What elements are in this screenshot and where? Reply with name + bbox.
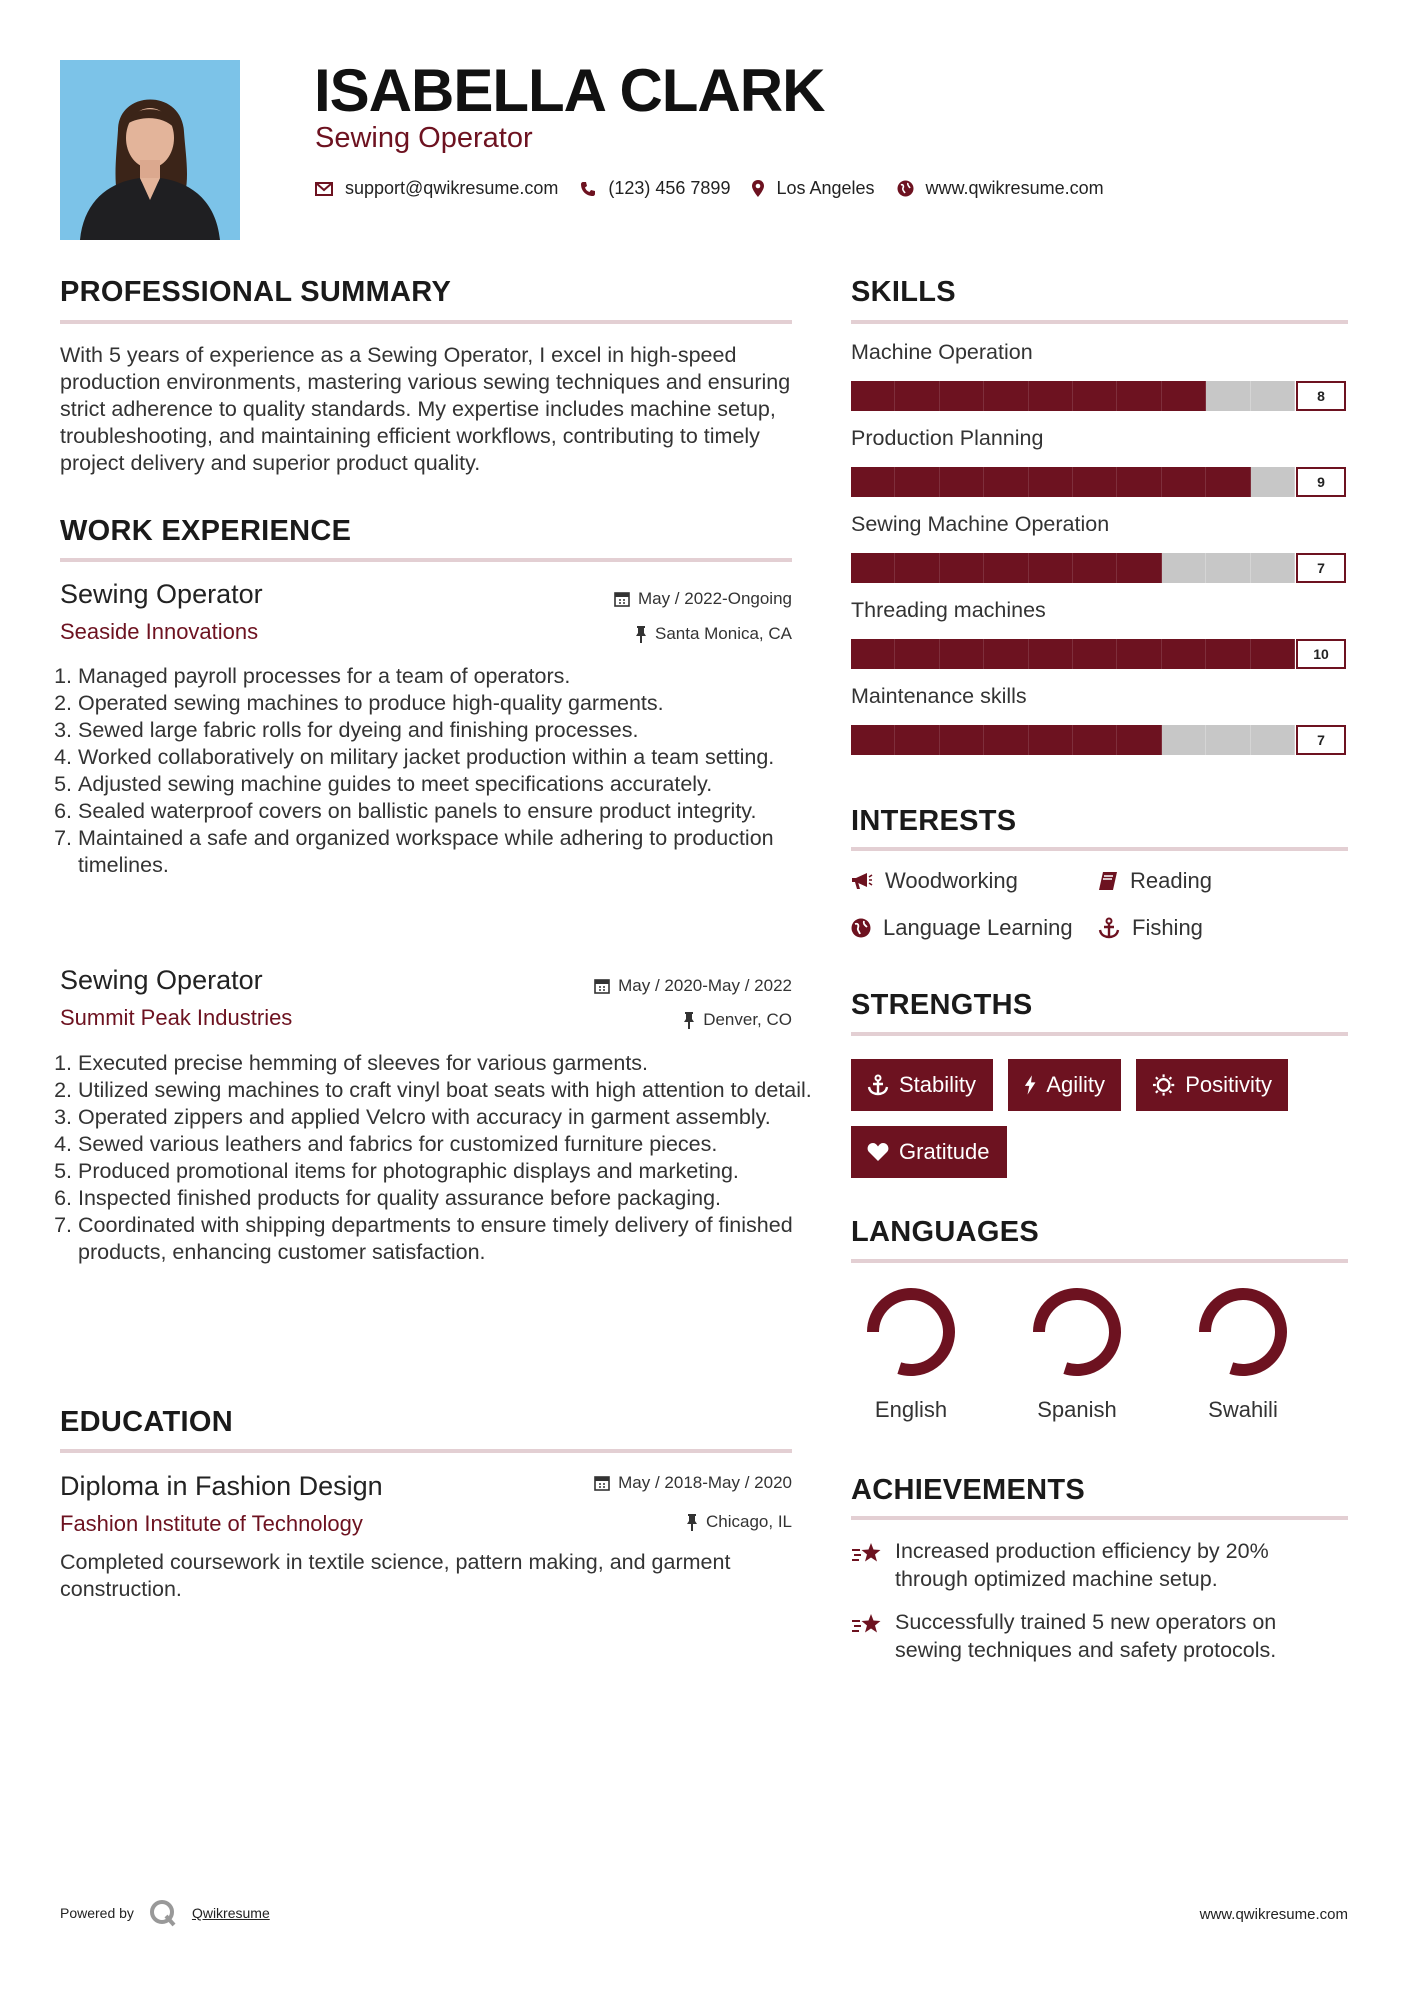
skill-bar-filled-segment <box>984 553 1028 583</box>
education-date-text: May / 2018-May / 2020 <box>618 1473 792 1492</box>
interest-label: Woodworking <box>885 868 1018 893</box>
achievement-item <box>851 1608 1341 1664</box>
skill-bar-filled-segment <box>1117 725 1161 755</box>
skill-bar <box>851 467 1295 497</box>
job-2-bullet: 5. Produced promotional items for photographic displays and marketing. <box>78 1158 813 1185</box>
language-ring-arc <box>873 1294 949 1370</box>
skill-bar-filled-segment <box>984 381 1028 411</box>
skill-bar-empty-segment <box>1162 553 1206 583</box>
job-1-bullet: 5. Adjusted sewing machine guides to meet specifications accurately. <box>78 771 813 798</box>
heart-icon <box>867 1142 889 1162</box>
calendar-icon <box>594 1475 610 1491</box>
education-divider <box>60 1449 792 1453</box>
strengths-divider <box>851 1032 1348 1036</box>
job-2-date <box>500 976 792 996</box>
education-degree: Diploma in Fashion Design <box>60 1471 383 1501</box>
achievements-divider <box>851 1516 1348 1520</box>
languages-divider <box>851 1259 1348 1263</box>
skill-bar-filled-segment <box>1206 467 1250 497</box>
language-ring-arc <box>1205 1294 1281 1370</box>
interest-language-learning <box>851 915 1073 941</box>
skill-bar <box>851 725 1295 755</box>
website-text: www.qwikresume.com <box>925 178 1104 198</box>
education-location <box>500 1512 792 1532</box>
job-2-bullet: 3. Operated zippers and applied Velcro with accuracy in garment assembly. <box>78 1104 813 1131</box>
skill-bar-filled-segment <box>984 639 1028 669</box>
job-1-bullet: 4. Worked collaboratively on military jacket production within a team setting. <box>78 744 813 771</box>
skill-bar-filled-segment <box>984 467 1028 497</box>
strengths-heading: STRENGTHS <box>851 989 1033 1021</box>
skills-divider <box>851 320 1348 324</box>
job-1-bullet: 1. Managed payroll processes for a team of operators. <box>78 663 813 690</box>
skill-bar-filled-segment <box>1251 639 1295 669</box>
contact-email[interactable] <box>315 178 558 199</box>
job-2-bullet: 6. Inspected finished products for quality assurance before packaging. <box>78 1185 813 1212</box>
qwikresume-link[interactable]: Qwikresume <box>191 1905 270 1921</box>
footer-website[interactable]: www.qwikresume.com <box>1199 1906 1348 1923</box>
job-1-title: Sewing Operator <box>60 579 263 609</box>
candidate-title: Sewing Operator <box>315 122 533 154</box>
job-1-date <box>500 589 792 609</box>
skill-bar-filled-segment <box>940 381 984 411</box>
skill-name: Maintenance skills <box>851 684 1027 708</box>
skill-level-badge: 10 <box>1296 639 1346 669</box>
interest-reading <box>1098 868 1212 894</box>
skill-bar-filled-segment <box>1117 381 1161 411</box>
skill-bar-empty-segment <box>1206 725 1250 755</box>
skill-bar-filled-segment <box>984 725 1028 755</box>
skill-bar-filled-segment <box>1073 553 1117 583</box>
map-marker-icon <box>752 180 764 197</box>
interest-woodworking <box>851 868 1018 894</box>
skill-bar-filled-segment <box>1029 639 1073 669</box>
strength-label: Positivity <box>1185 1072 1272 1097</box>
skill-bar-filled-segment <box>851 467 895 497</box>
skill-bar-empty-segment <box>1162 725 1206 755</box>
interest-label: Reading <box>1130 868 1212 893</box>
pushpin-icon <box>635 626 647 643</box>
skill-bar-filled-segment <box>1029 725 1073 755</box>
interests-divider <box>851 847 1348 851</box>
achievement-text: Increased production efficiency by 20% through optimized machine setup. <box>895 1539 1269 1591</box>
job-2-bullet: 4. Sewed various leathers and fabrics for customized furniture pieces. <box>78 1131 813 1158</box>
strength-label: Agility <box>1046 1072 1105 1097</box>
interests-heading: INTERESTS <box>851 805 1017 837</box>
job-2-bullet: 1. Executed precise hemming of sleeves for various garments. <box>78 1050 813 1077</box>
skill-name: Threading machines <box>851 598 1046 622</box>
languages-list <box>851 1280 1351 1440</box>
contact-website[interactable] <box>897 178 1104 199</box>
skill-bar-filled-segment <box>940 467 984 497</box>
shooting-star-icon <box>851 1612 883 1638</box>
language-ring <box>1017 1280 1137 1390</box>
skill-level-badge: 7 <box>1296 725 1346 755</box>
achievement-text: Successfully trained 5 new operators on sewing techniques and safety protocols. <box>895 1610 1277 1662</box>
language-label: English <box>874 1397 948 1422</box>
education-description: Completed coursework in textile science, pattern making, and garment construction. <box>60 1550 731 1601</box>
language-ring-arc <box>1039 1294 1115 1370</box>
skill-bar-filled-segment <box>895 639 939 669</box>
phone-icon <box>580 181 596 197</box>
strength-chip-positivity <box>1136 1059 1288 1111</box>
interest-label: Fishing <box>1132 915 1203 940</box>
phone-text: (123) 456 7899 <box>608 178 731 198</box>
skill-item <box>851 598 1351 662</box>
summary-text: With 5 years of experience as a Sewing Operator, I excel in high-speed production environments, mastering various sewing techniques and ensuring strict adherence to quality standards. My expertise includes machine setup, troubleshooting, and maintaining efficient workflows, contributing to timely project delivery and superior product quality. <box>60 343 791 475</box>
calendar-icon <box>594 978 610 994</box>
summary-divider <box>60 320 792 324</box>
skill-bar-filled-segment <box>895 381 939 411</box>
skill-bar-empty-segment <box>1206 381 1250 411</box>
bullhorn-icon <box>851 872 873 890</box>
job-1-date-text: May / 2022-Ongoing <box>637 589 792 608</box>
job-1-company: Seaside Innovations <box>60 619 259 644</box>
skill-bar-filled-segment <box>895 725 939 755</box>
skill-bar <box>851 381 1295 411</box>
job-2-company: Summit Peak Industries <box>60 1005 293 1030</box>
skill-level-badge: 7 <box>1296 553 1346 583</box>
strength-chip-stability <box>851 1059 993 1111</box>
job-1-bullet: 6. Sealed waterproof covers on ballistic panels to ensure product integrity. <box>78 798 813 825</box>
strength-chip-gratitude <box>851 1126 1007 1178</box>
language-item <box>1017 1280 1137 1422</box>
skill-bar-filled-segment <box>1206 639 1250 669</box>
profile-photo <box>60 60 240 240</box>
achievement-item <box>851 1537 1341 1593</box>
skill-level-badge: 9 <box>1296 467 1346 497</box>
skill-bar-filled-segment <box>1073 381 1117 411</box>
language-item <box>851 1280 971 1422</box>
job-1-location <box>500 624 792 644</box>
skill-name: Sewing Machine Operation <box>851 512 1110 536</box>
skill-bar-empty-segment <box>1251 467 1295 497</box>
achievements-heading: ACHIEVEMENTS <box>851 1474 1086 1506</box>
book-icon <box>1098 871 1118 891</box>
pushpin-icon <box>686 1514 698 1531</box>
globe-icon <box>851 918 871 938</box>
language-label: Spanish <box>1037 1397 1117 1422</box>
skill-bar-filled-segment <box>851 639 895 669</box>
language-ring <box>1183 1280 1303 1390</box>
strength-label: Gratitude <box>899 1139 990 1164</box>
candidate-name: ISABELLA CLARK <box>314 57 825 124</box>
job-1-bullet: 2. Operated sewing machines to produce high-quality garments. <box>78 690 813 717</box>
skill-bar-filled-segment <box>1073 467 1117 497</box>
skill-bar-filled-segment <box>940 553 984 583</box>
language-label: Swahili <box>1208 1397 1278 1422</box>
skill-item <box>851 684 1351 748</box>
skill-name: Production Planning <box>851 426 1044 450</box>
email-text: support@qwikresume.com <box>345 178 559 198</box>
job-1-bullet: 7. Maintained a safe and organized workspace while adhering to production timelines. <box>78 825 813 879</box>
shooting-star-icon <box>851 1541 883 1567</box>
job-2-bullets <box>60 1050 813 1266</box>
location-text: Los Angeles <box>776 178 875 198</box>
globe-icon <box>897 180 914 197</box>
envelope-icon <box>315 182 333 196</box>
interest-fishing <box>1098 915 1203 941</box>
languages-heading: LANGUAGES <box>851 1216 1039 1248</box>
language-ring <box>851 1280 971 1390</box>
interest-label: Language Learning <box>883 915 1073 940</box>
skill-bar-filled-segment <box>851 381 895 411</box>
skill-bar-filled-segment <box>851 725 895 755</box>
skill-bar-filled-segment <box>1117 639 1161 669</box>
job-1-bullets <box>60 663 813 879</box>
skill-bar-filled-segment <box>1029 381 1073 411</box>
strength-chip-agility <box>1008 1059 1121 1111</box>
sun-icon <box>1152 1073 1175 1097</box>
job-1-bullet: 3. Sewed large fabric rolls for dyeing and finishing processes. <box>78 717 813 744</box>
skill-bar-filled-segment <box>1162 467 1206 497</box>
skill-item <box>851 426 1351 490</box>
skill-bar-filled-segment <box>895 553 939 583</box>
job-2-bullet: 7. Coordinated with shipping departments to ensure timely delivery of finished products, enhancing customer satisfaction. <box>78 1212 813 1266</box>
skill-bar-filled-segment <box>1073 725 1117 755</box>
job-1-location-text: Santa Monica, CA <box>654 624 792 643</box>
education-school: Fashion Institute of Technology <box>60 1511 363 1536</box>
education-location-text: Chicago, IL <box>706 1512 792 1531</box>
skill-bar <box>851 639 1295 669</box>
contact-phone[interactable] <box>580 178 730 199</box>
skill-bar-filled-segment <box>1029 467 1073 497</box>
experience-heading: WORK EXPERIENCE <box>60 515 352 547</box>
education-date <box>500 1473 792 1493</box>
job-2-location <box>500 1010 792 1030</box>
education-heading: EDUCATION <box>60 1406 233 1438</box>
job-2-date-text: May / 2020-May / 2022 <box>618 976 792 995</box>
anchor-icon <box>867 1074 889 1096</box>
skill-bar-empty-segment <box>1206 553 1250 583</box>
pushpin-icon <box>683 1012 695 1029</box>
summary-heading: PROFESSIONAL SUMMARY <box>60 276 452 308</box>
skill-item <box>851 340 1351 404</box>
skill-bar-filled-segment <box>940 725 984 755</box>
skill-name: Machine Operation <box>851 340 1033 364</box>
skill-bar-filled-segment <box>1162 639 1206 669</box>
skill-bar-filled-segment <box>851 553 895 583</box>
skill-bar-filled-segment <box>1029 553 1073 583</box>
job-2-location-text: Denver, CO <box>703 1010 792 1029</box>
qwikresume-logo-icon <box>148 1898 178 1928</box>
skills-heading: SKILLS <box>851 276 956 308</box>
job-2-bullet: 2. Utilized sewing machines to craft vinyl boat seats with high attention to detail. <box>78 1077 813 1104</box>
anchor-icon <box>1098 917 1120 939</box>
skill-bar-empty-segment <box>1251 553 1295 583</box>
contact-location <box>752 178 874 199</box>
calendar-icon <box>614 591 630 607</box>
bolt-icon <box>1024 1074 1036 1096</box>
language-item <box>1183 1280 1303 1422</box>
strength-label: Stability <box>899 1072 977 1097</box>
skill-bar <box>851 553 1295 583</box>
skill-item <box>851 512 1351 576</box>
contact-bar <box>315 178 1126 199</box>
experience-divider <box>60 558 792 562</box>
skill-bar-filled-segment <box>1162 381 1206 411</box>
skill-level-badge: 8 <box>1296 381 1346 411</box>
skill-bar-empty-segment <box>1251 381 1295 411</box>
skill-bar-filled-segment <box>895 467 939 497</box>
footer-powered-by <box>60 1898 270 1928</box>
skill-bar-empty-segment <box>1251 725 1295 755</box>
skill-bar-filled-segment <box>1117 467 1161 497</box>
skill-bar-filled-segment <box>1073 639 1117 669</box>
skill-bar-filled-segment <box>1117 553 1161 583</box>
job-2-title: Sewing Operator <box>60 965 263 995</box>
skill-bar-filled-segment <box>940 639 984 669</box>
powered-by-text: Powered by <box>60 1905 134 1921</box>
